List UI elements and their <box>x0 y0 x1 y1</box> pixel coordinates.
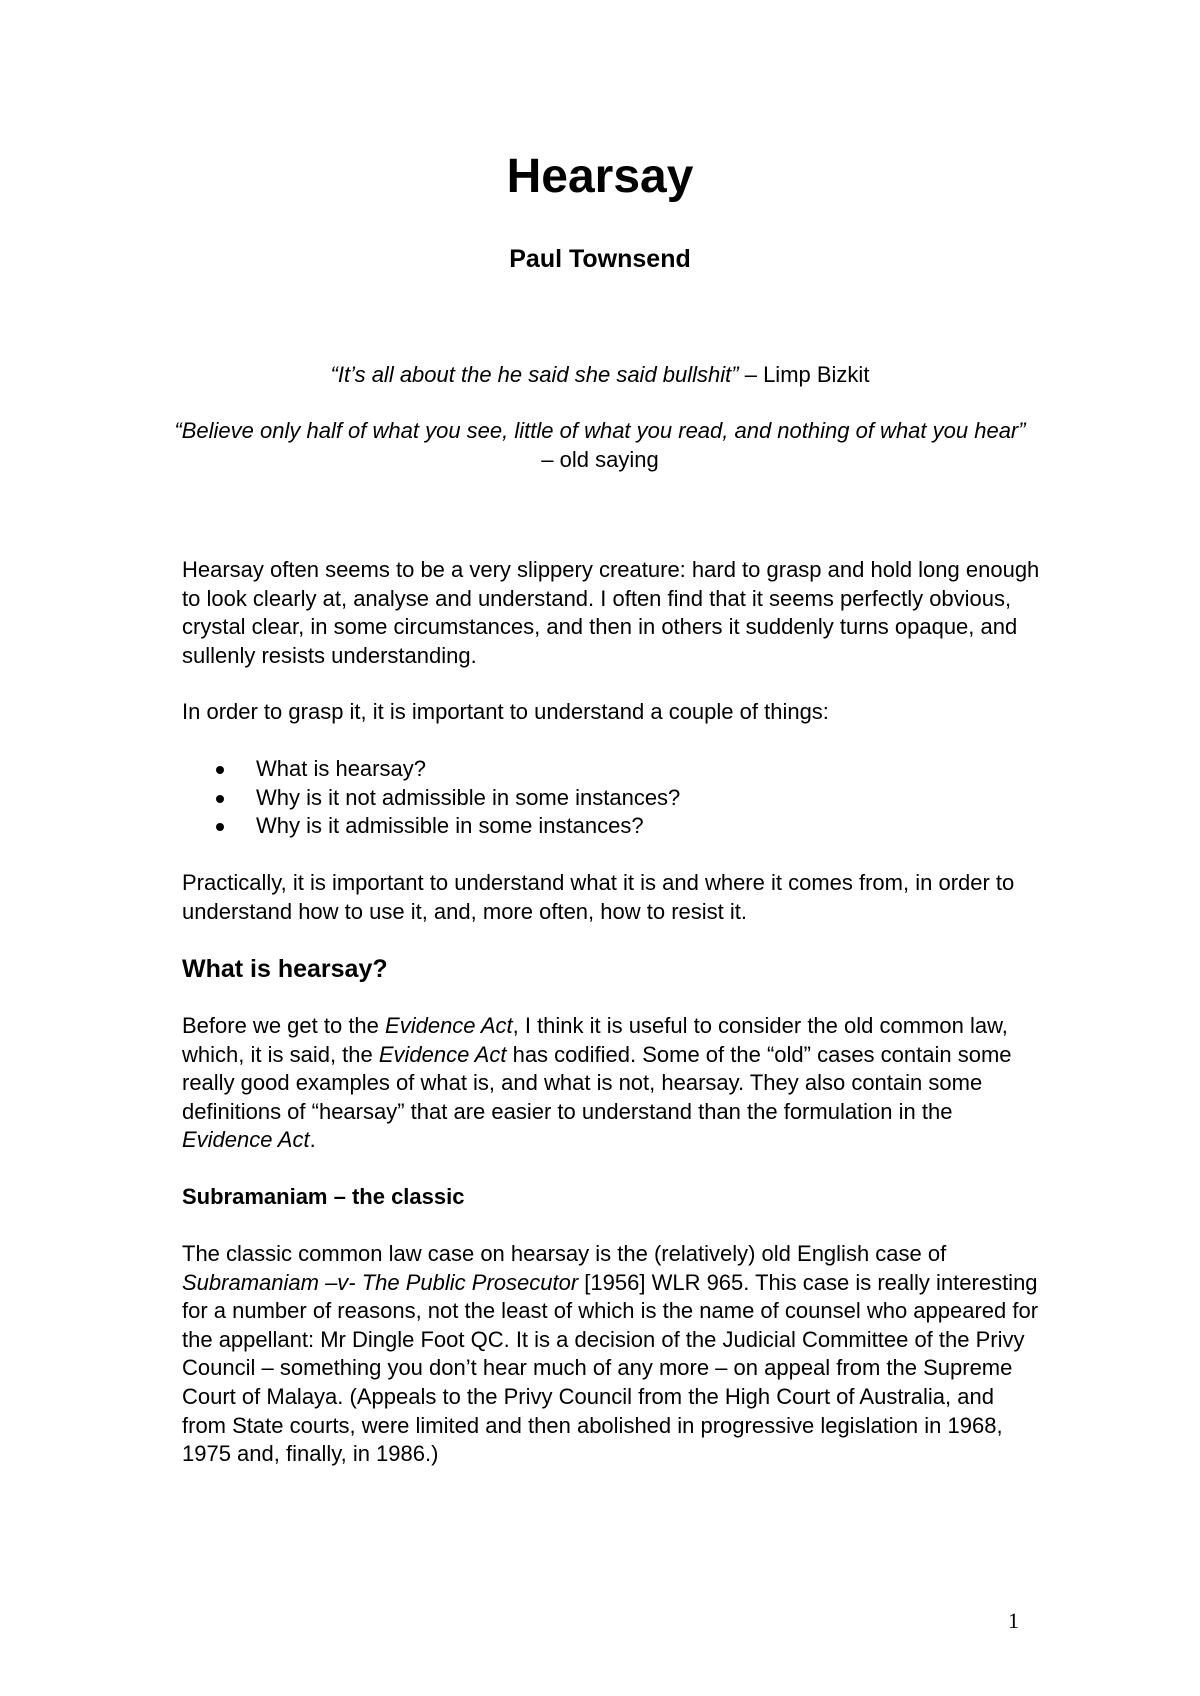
bullet-icon <box>216 766 224 774</box>
section-paragraph-text: has codified. Some of the “old” cases contain some really good examples of what is, and what is not, hearsay. They also contain some definitions of “hearsay” that are easier to understand than the formulation in the <box>182 1041 1012 1124</box>
subsection-heading: Subramaniam – the classic <box>182 1184 465 1209</box>
document-title: Hearsay <box>506 150 694 203</box>
bullet-icon <box>216 795 224 803</box>
intro-paragraph: Hearsay often seems to be a very slippery creature: hard to grasp and hold long enough to look clearly at, analyse and understand. I often find that it seems perfectly obvious, crystal clear, in some circumstances, and then in others it suddenly turns opaque, and sullenly resists understanding. <box>182 557 1040 668</box>
subsection-paragraph <box>182 1240 1042 1469</box>
question-list <box>182 755 1042 841</box>
epigraph-quote-1-attribution: – Limp Bizkit <box>738 362 870 387</box>
list-item <box>182 784 1042 813</box>
section-paragraph-text: Before we get to the <box>182 1013 386 1038</box>
epigraph-quote-2-attribution: – old saying <box>541 447 659 472</box>
case-name-italic: Subramaniam –v- The Public Prosecutor <box>182 1269 579 1295</box>
act-name-italic: Evidence Act <box>182 1127 310 1153</box>
bullet-icon <box>216 823 224 831</box>
section-heading: What is hearsay? <box>182 955 388 983</box>
list-item-text: What is hearsay? <box>256 756 426 781</box>
list-item-text: Why is it not admissible in some instances? <box>256 784 681 810</box>
list-item <box>182 755 1042 784</box>
act-name-italic: Evidence Act <box>385 1013 513 1038</box>
epigraph-quote-2 <box>170 416 1030 474</box>
act-name-italic: Evidence Act <box>378 1041 507 1067</box>
epigraph-quote-2-text: “Believe only half of what you see, little of what you read, and nothing of what you hear” <box>174 418 1026 443</box>
list-item-text: Why is it admissible in some instances? <box>256 813 644 839</box>
section-paragraph <box>182 1012 1042 1155</box>
page-number: 1 <box>1008 1608 1019 1633</box>
list-item <box>182 812 1042 841</box>
section-paragraph-text: . <box>309 1127 316 1153</box>
lead-in-paragraph: In order to grasp it, it is important to understand a couple of things: <box>182 699 829 724</box>
practical-paragraph: Practically, it is important to understand what it is and where it comes from, in order to understand how to use it, and, more often, how to resist it. <box>182 870 1015 924</box>
subsection-paragraph-text: [1956] WLR 965. This case is really interesting for a number of reasons, not the least of which is the name of counsel who appeared for the appellant: Mr Dingle Foot QC. It is a decision of the Judicial Committee of the Privy Council – something you don’t hear much of any more – on appeal from the Supreme Court of Malaya. (Appeals to the Privy Council from the High Court of Australia, and from State courts, were limited and then abolished in progressive legislation in 1968, 1975 and, finally, in 1986.) <box>182 1269 1039 1467</box>
section-paragraph-text: , I think it is useful to consider the old common law, which, it is said, the <box>182 1013 1008 1067</box>
epigraph-quote-1-text: “It’s all about the he said she said bullshit” <box>330 362 739 387</box>
epigraph-quote-1 <box>170 360 1030 389</box>
subsection-paragraph-text: The classic common law case on hearsay is the (relatively) old English case of <box>182 1241 947 1266</box>
document-author: Paul Townsend <box>509 245 691 273</box>
